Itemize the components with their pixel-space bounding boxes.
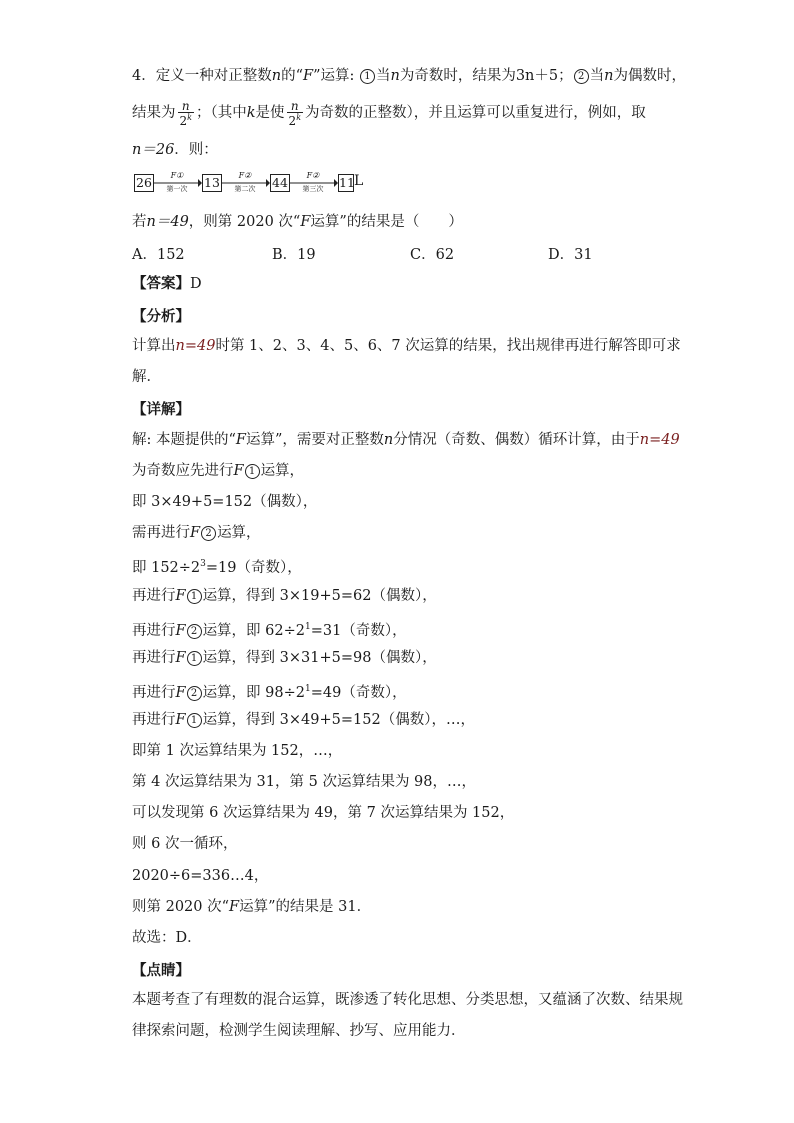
chain-box: 44: [270, 174, 290, 192]
analysis-line-2: 解．: [132, 369, 161, 385]
detail-line-2: 为奇数应先进行F 1 运算，: [132, 463, 305, 479]
detail-line-10: 再进行F 1 运算，得到 3×49+5=152（偶数），…，: [132, 712, 475, 728]
detail-line-7: 再进行F 2 运算，即 $62\div 2^1=31$（奇数），: [132, 622, 407, 639]
circled-number-icon: 2: [187, 686, 202, 701]
detail-line-13: 可以发现第 6 次运算结果为 49，第 7 次运算结果为 152，: [132, 805, 515, 821]
detail-line-4: 需再进行F 2 运算，: [132, 525, 261, 541]
chain-tail: L: [354, 173, 364, 189]
option-c: C．62: [410, 247, 455, 263]
detail-label: 【详解】: [132, 401, 190, 418]
option-a: A．152: [132, 247, 185, 263]
answer-value: D: [190, 276, 202, 292]
question-number: 4．: [132, 68, 156, 84]
comment-line-1: 本题考查了有理数的混合运算，既渗透了转化思想、分类思想，又蕴涵了次数、结果规: [132, 992, 683, 1008]
circled-number-icon: 2: [574, 69, 589, 84]
circled-number-icon: 2: [201, 526, 216, 541]
circled-number-icon: 1: [187, 589, 202, 604]
detail-line-3: 即 3×49+5=152（偶数），: [132, 494, 318, 510]
detail-line-16: 则第 2020 次“F运算”的结果是 31．: [132, 899, 372, 915]
circled-number-icon: 1: [187, 651, 202, 666]
detail-line-1: 解: 本题提供的“F运算”，需要对正整数n分情况（奇数、偶数）循环计算，由于n=49: [132, 432, 680, 448]
answer-line: [132, 274, 202, 294]
option-d: D．31: [548, 247, 593, 263]
answer-label: 【答案】: [132, 275, 190, 292]
detail-line-6: 再进行F 1 运算，得到 3×19+5=62（偶数），: [132, 588, 437, 604]
option-b: B．19: [272, 247, 316, 263]
analysis-label: 【分析】: [132, 308, 190, 325]
document-page: 4．定义一种对正整数n的“F”运算: 1 当n为奇数时，结果为3n＋5； 2 当n为偶数时， 结果为 $\frac{n}{2^k}$ ；（其中k是使 $\frac{n}{2^k}$ 为奇数的正整数），并且运算可以重复进行，例如，取 n＝26．则： 26 F① 第一次 13 F② 第二次 44 F② 第三次 11 L 若n＝49，则第 2020 次“F运算”的结果是（ ） A．152 B．19 C．62 D．31 【答案】D 【分析】 计算出n=49时第 1、2、3、4、5、6、7 次运算的结果，找出规律再进行解答即可求 解． 【详解】 解: 本题提供的“F运算”，需要对正整数n分情况（奇数、偶数）循环计算，由于n=49 为奇数应先进行F 1 运算， 即 3×49+5=152（偶数）， 需再进行F 2 运算， 即 $152\div 2^3=19$（奇数）， 再进行F 1 运算，得到 3×19+5=62（偶数）， 再进行F 2 运算，即 $62\div 2^1=31$（奇数）， 再进行F 1 运算，得到 3×31+5=98（偶数）， 再进行F 2 运算，即 $98\div 2^1=49$（奇数）， 再进行F 1 运算，得到 3×49+5=152（偶数），…， 即第 1 次运算结果为 152，…， 第 4 次运算结果为 31，第 5 次运算结果为 98，…， 可以发现第 6 次运算结果为 49，第 7 次运算结果为 152， 则 6 次一循环， 2020÷6=336…4， 则第 2020 次“F运算”的结果是 31． 故选：D． 【点睛】 本题考查了有理数的混合运算，既渗透了转化思想、分类思想，又蕴涵了次数、结果规 律探索问题，检测学生阅读理解、抄写、应用能力．: [132, 68, 686, 1039]
comment-label: 【点睛】: [132, 962, 190, 979]
circled-number-icon: 1: [187, 713, 202, 728]
detail-line-8: 再进行F 1 运算，得到 3×31+5=98（偶数），: [132, 650, 437, 666]
chain-box: 26: [134, 174, 154, 192]
chain-box: 13: [202, 174, 222, 192]
detail-line-5: 即 $152\div 2^3=19$（奇数），: [132, 559, 302, 576]
question-line-2: 结果为 $\frac{n}{2^k}$ ；（其中k是使 $\frac{n}{2^k}$ 为奇数的正整数），并且运算可以重复进行，例如，取: [132, 98, 646, 128]
detail-line-11: 即第 1 次运算结果为 152，…，: [132, 743, 343, 759]
fraction-n-over-2k: $\frac{n}{2^k}$: [288, 98, 302, 128]
detail-line-9: 再进行F 2 运算，即 $98\div 2^1=49$（奇数），: [132, 684, 407, 701]
chain-box: 11: [339, 175, 355, 190]
comment-line-2: 律探索问题，检测学生阅读理解、抄写、应用能力．: [132, 1023, 466, 1039]
analysis-line-1: 计算出n=49时第 1、2、3、4、5、6、7 次运算的结果，找出规律再进行解答即可求: [132, 338, 681, 354]
detail-line-17: 故选：D．: [132, 930, 202, 946]
detail-line-15: 2020÷6=336…4，: [132, 868, 269, 884]
question-line-1: 4．定义一种对正整数n的“F”运算: 1 当n为奇数时，结果为3n＋5； 2 当n为偶数时，: [132, 68, 686, 84]
question-line-4: 若n＝49，则第 2020 次“F运算”的结果是（ ）: [132, 214, 463, 230]
circled-number-icon: 1: [245, 464, 260, 479]
fraction-n-over-2k: $\frac{n}{2^k}$: [179, 98, 192, 128]
detail-line-12: 第 4 次运算结果为 31，第 5 次运算结果为 98，…，: [132, 774, 477, 790]
detail-line-14: 则 6 次一循环，: [132, 836, 238, 852]
circled-number-icon: 2: [187, 624, 202, 639]
question-line-3: n＝26．则：: [132, 142, 218, 158]
circled-number-icon: 1: [360, 69, 375, 84]
